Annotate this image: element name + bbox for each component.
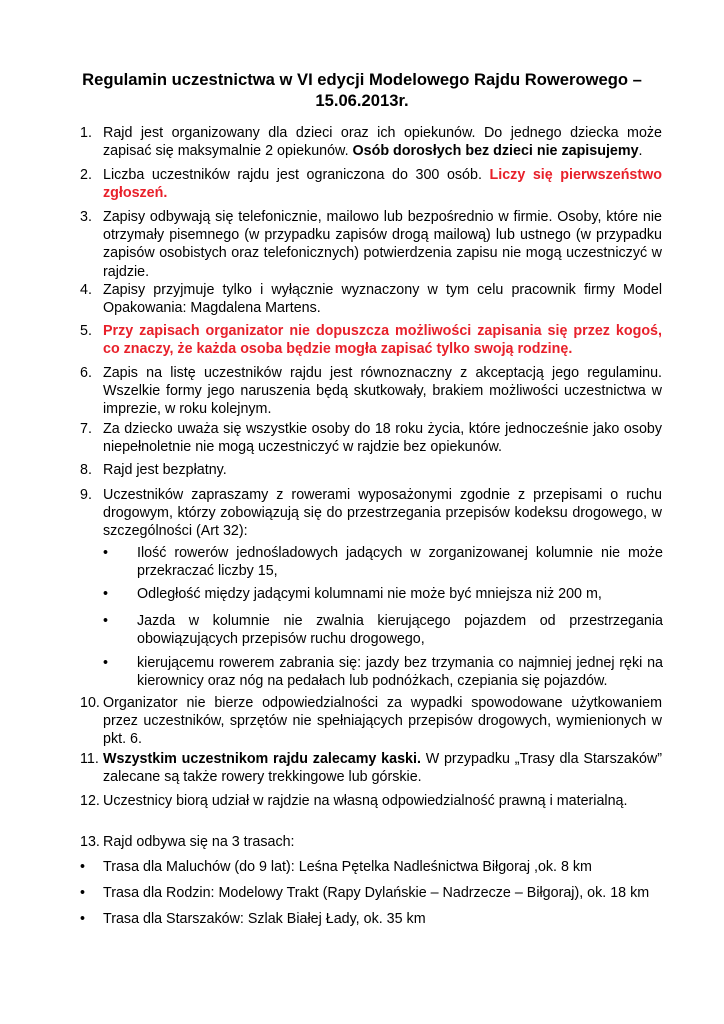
item-text: Rajd odbywa się na 3 trasach: (103, 834, 295, 850)
bullet-icon: • (80, 885, 86, 901)
bullet-icon: • (80, 911, 86, 927)
item-number: 3. (80, 209, 92, 225)
item-text: Liczba uczestników rajdu jest ograniczona do 300 osób. Liczy się pierwszeństwo zgłoszeń. (103, 167, 662, 202)
rule-item-12 (80, 792, 662, 810)
title-line-1: Regulamin uczestnictwa w VI edycji Modelowego Rajdu Rowerowego – (82, 70, 642, 89)
item-text: Uczestników zapraszamy z rowerami wyposażonymi zgodnie z przepisami o ruchu drogowym, którzy zobowiązują się do przestrzegania przepisów kodeksu drogowego, w szczególności (Art 32): (103, 487, 662, 540)
rule-item-7 (80, 420, 662, 456)
item-text: Rajd jest organizowany dla dzieci oraz ich opiekunów. Do jednego dziecka może zapisać się maksymalnie 2 opiekunów. Osób dorosłych bez dzieci nie zapisujemy. (103, 125, 662, 160)
sub-list-item: • kierującemu rowerem zabrania się: jazdy bez trzymania co najmniej jednej ręki na kierownicy oraz nóg na pedałach lub podnóżkach, czepiania się pojazdów. (103, 655, 663, 690)
item-text: Organizator nie bierze odpowiedzialności za wypadki spowodowane użytkowaniem przez uczestników, sprzętów nie spełniających przepisów drogowych, wymienionych w pkt. 6. (103, 695, 662, 748)
item-number: 11. (80, 751, 99, 767)
rule-item-3 (80, 208, 662, 281)
item-number: 8. (80, 462, 92, 478)
rule-item-5 (80, 322, 662, 358)
highlight-text: Liczy się pierwszeństwo zgłoszeń. (103, 167, 662, 202)
rule-item-9 (80, 486, 662, 541)
item-text: Zapisy przyjmuje tylko i wyłącznie wyznaczony w tym celu pracownik firmy Model Opakowania: Magdalena Martens. (103, 282, 662, 317)
rule-item-10 (80, 694, 662, 749)
rule-item-1 (80, 124, 662, 160)
sub-list-item: • Ilość rowerów jednośladowych jadących w zorganizowanej kolumnie nie może przekraczać liczby 15, (103, 545, 663, 580)
rule-item-11 (80, 750, 662, 786)
route-item: • Trasa dla Starszaków: Szlak Białej Łady, ok. 35 km (80, 911, 426, 927)
item-text: Zapis na listę uczestników rajdu jest równoznaczny z akceptacją jego regulaminu. Wszelkie formy jego naruszenia będą skutkowały, brakiem możliwości uczestnictwa w imprezie, w roku kolejnym. (103, 365, 662, 418)
rule-item-4 (80, 281, 662, 317)
item-text: Za dziecko uważa się wszystkie osoby do 18 roku życia, które jednocześnie jako osoby niepełnoletnie nie mogą uczestniczyć w rajdzie bez opiekunów. (103, 421, 662, 456)
item-number: 6. (80, 365, 92, 381)
bullet-icon: • (103, 545, 109, 561)
sub-list-item: • Jazda w kolumnie nie zwalnia kierującego pojazdem od przestrzegania obowiązujących przepisów ruchu drogowego, (103, 613, 663, 648)
item-text: Zapisy odbywają się telefonicznie, mailowo lub bezpośrednio w firmie. Osoby, które nie otrzymały pisemnego (w przypadku zapisów drogą mailową) lub ustnego (w przypadku zapisów osobistych oraz telefonicznych) potwierdzenia zapisu nie mogą uczestniczyć w rajdzie. (103, 209, 662, 280)
sub-list-item: • Odległość między jadącymi kolumnami nie może być mniejsza niż 200 m, (103, 586, 602, 602)
item-number: 10. (80, 695, 100, 711)
bullet-icon: • (103, 586, 109, 602)
highlight-text: Przy zapisach organizator nie dopuszcza możliwości zapisania się przez kogoś, co znaczy, że każda osoba będzie mogła zapisać tylko swoją rodzinę. (103, 323, 662, 358)
rule-item-8 (80, 461, 662, 479)
bullet-icon: • (103, 613, 109, 629)
item-number: 4. (80, 282, 92, 298)
route-item: • Trasa dla Rodzin: Modelowy Trakt (Rapy Dylańskie – Nadrzecze – Biłgoraj), ok. 18 km (80, 885, 650, 901)
document-title (60, 70, 664, 111)
item-number: 5. (80, 323, 92, 339)
rule-item-6 (80, 364, 662, 419)
bullet-icon: • (103, 655, 109, 671)
item-number: 2. (80, 167, 92, 183)
item-text: Wszystkim uczestnikom rajdu zalecamy kaski. W przypadku „Trasy dla Starszaków” zalecane są także rowery trekkingowe lub górskie. (103, 751, 662, 786)
item-text: Uczestnicy biorą udział w rajdzie na własną odpowiedzialność prawną i materialną. (103, 793, 628, 809)
rule-item-13 (80, 833, 662, 851)
item-number: 9. (80, 487, 92, 503)
item-number: 13. (80, 834, 100, 850)
title-line-2: 15.06.2013r. (315, 90, 409, 110)
item-text: Rajd jest bezpłatny. (103, 462, 227, 478)
item-number: 12. (80, 793, 100, 809)
route-item: • Trasa dla Maluchów (do 9 lat): Leśna Pętelka Nadleśnictwa Biłgoraj ,ok. 8 km (80, 859, 592, 875)
item-number: 1. (80, 125, 92, 141)
bullet-icon: • (80, 859, 86, 875)
rule-item-2 (80, 166, 662, 202)
item-number: 7. (80, 421, 92, 437)
